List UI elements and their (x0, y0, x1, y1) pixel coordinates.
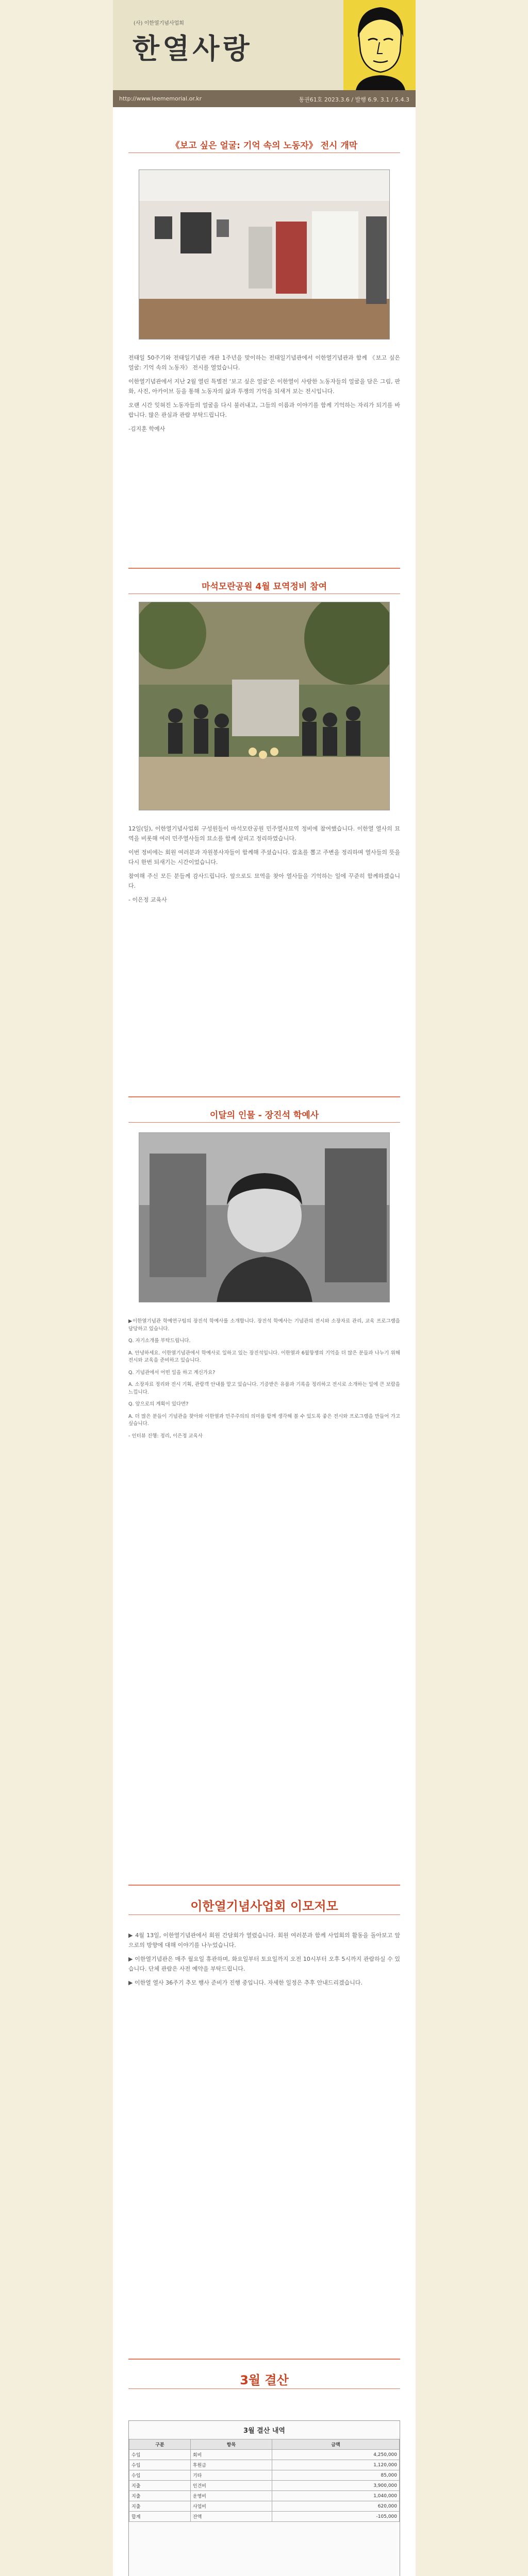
person-signature: - 인터뷰 진행: 정리, 이은정 교육사 (128, 1433, 203, 1439)
header-nav-bar (113, 90, 416, 107)
person-question: Q. 자기소개를 부탁드립니다. (128, 1338, 191, 1344)
cemetery-signature: - 이은정 교육사 (128, 896, 167, 903)
table-row (129, 2501, 400, 2512)
ledger-cell: 수입 (129, 2460, 191, 2470)
table-row (129, 2512, 400, 2522)
portrait-drawing (343, 0, 416, 90)
exhibition-signature: -김지훈 학예사 (128, 426, 166, 432)
ledger-cell: 지출 (129, 2501, 191, 2512)
section-divider (128, 1096, 400, 1097)
ledger-cell: 잔액 (190, 2512, 272, 2522)
ledger-cell: 기타 (190, 2470, 272, 2481)
ledger-title: 3월 결산 내역 (243, 2427, 285, 2435)
settlement-ledger (128, 2420, 400, 2576)
section-exhibition-body (128, 353, 400, 439)
header-tagline: (사) 이한열기념사업회 (134, 21, 184, 26)
section-exhibition-title: 《보고 싶은 얼굴: 기억 속의 노동자》 전시 개막 (171, 141, 358, 151)
ledger-cell: 사업비 (190, 2501, 272, 2512)
section-person-title: 이달의 인물 - 장진석 학예사 (209, 1110, 319, 1121)
person-paragraph: ▶이한열기념관 학예연구팀의 장진석 학예사를 소개합니다. 장진석 학예사는 기념관의 전시와 소장자료 관리, 교육 프로그램을 담당하고 있습니다. (128, 1318, 400, 1332)
exhibition-paragraph: 이한열기념관에서 지난 2월 열린 특별전 ‘보고 싶은 얼굴’은 이한열이 사랑한 노동자들의 얼굴을 담은 그림, 판화, 사진, 아카이브 등을 통해 노동자의 삶과 투쟁의 기억을 되새겨 보는 전시입니다. (128, 378, 400, 395)
ledger-cell: 운영비 (190, 2491, 272, 2501)
ledger-cell: -105,000 (272, 2512, 400, 2522)
person-answer: A. 안녕하세요. 이한열기념관에서 학예사로 일하고 있는 장진석입니다. 이한열과 6월항쟁의 기억을 더 많은 분들과 나누기 위해 전시와 교육을 준비하고 있습니다. (128, 1350, 400, 1363)
exhibition-paragraph: 오랜 시간 잊혀진 노동자들의 얼굴을 다시 불러내고, 그들의 이름과 이야기를 함께 기억하는 자리가 되기를 바랍니다. 많은 관심과 관람 부탁드립니다. (128, 402, 400, 418)
section-cemetery-body (128, 824, 400, 910)
ledger-cell: 620,000 (272, 2501, 400, 2512)
ledger-column-header: 금액 (272, 2439, 400, 2450)
issue-info: 통권61호 2023.3.6 / 발행 6.9. 3.1 / 5.4.3 (299, 96, 409, 103)
person-question: Q. 앞으로의 계획이 있다면? (128, 1401, 189, 1407)
person-answer: A. 더 많은 분들이 기념관을 찾아와 이한열과 민주주의의 의미를 함께 생각해 볼 수 있도록 좋은 전시와 프로그램을 만들어 가고 싶습니다. (128, 1413, 400, 1427)
section-settlement-title: 3월 결산 (240, 2373, 289, 2387)
ledger-cell: 수입 (129, 2450, 191, 2460)
section-divider (128, 2359, 400, 2360)
person-question: Q. 기념관에서 어떤 일을 하고 계신가요? (128, 1369, 216, 1376)
ledger-cell: 4,250,000 (272, 2450, 400, 2460)
section-person-body (128, 1318, 400, 1445)
ledger-cell: 1,120,000 (272, 2460, 400, 2470)
title-divider (128, 2388, 400, 2389)
table-row (129, 2481, 400, 2491)
ledger-cell: 3,900,000 (272, 2481, 400, 2491)
ledger-cell: 수입 (129, 2470, 191, 2481)
ledger-cell: 후원금 (190, 2460, 272, 2470)
title-divider (128, 1914, 400, 1915)
cemetery-paragraph: 이번 정비에는 회원 여러분과 자원봉사자들이 함께해 주셨습니다. 잡초를 뽑고 주변을 정리하며 열사들의 뜻을 다시 한번 되새기는 시간이었습니다. (128, 849, 400, 866)
table-row (129, 2491, 400, 2501)
section-news-body (128, 1931, 400, 1993)
ledger-cell: 지출 (129, 2481, 191, 2491)
ledger-cell: 85,000 (272, 2470, 400, 2481)
section-divider (128, 1885, 400, 1886)
exhibition-paragraph: 전태일 50주기와 전태일기념관 개관 1주년을 맞이하는 전태일기념관에서 이한열기념관과 함께 《보고 싶은 얼굴: 기억 속의 노동자》 전시를 열었습니다. (128, 354, 400, 371)
table-row (129, 2450, 400, 2460)
table-row (129, 2470, 400, 2481)
section-cemetery-title: 마석모란공원 4월 묘역정비 참여 (201, 582, 327, 592)
table-row (129, 2460, 400, 2470)
homepage-link[interactable]: http://www.leememorial.or.kr (119, 95, 202, 102)
cemetery-paragraph: 참여해 주신 모든 분들께 감사드립니다. 앞으로도 묘역을 찾아 열사들을 기억하는 일에 꾸준히 함께하겠습니다. (128, 873, 400, 889)
ledger-column-header: 항목 (190, 2439, 272, 2450)
newsletter-logo: 한열사랑 (133, 32, 253, 65)
person-answer: A. 소장자료 정리와 전시 기획, 관람객 안내를 맡고 있습니다. 기증받은 유품과 기록을 정리하고 전시로 소개하는 일에 큰 보람을 느낍니다. (128, 1382, 400, 1395)
exhibition-photo (139, 170, 390, 340)
cemetery-group-photo (139, 602, 390, 810)
title-divider (128, 1122, 400, 1123)
ledger-cell: 지출 (129, 2491, 191, 2501)
ledger-cell: 인건비 (190, 2481, 272, 2491)
ledger-cell: 합계 (129, 2512, 191, 2522)
title-divider (128, 152, 400, 153)
ledger-table (129, 2439, 400, 2522)
ledger-cell: 1,040,000 (272, 2491, 400, 2501)
news-item: ▶ 이한열 열사 36주기 추모 행사 준비가 진행 중입니다. 자세한 일정은 추후 안내드리겠습니다. (128, 1979, 362, 1986)
portrait-illustration (343, 0, 416, 90)
section-divider (128, 568, 400, 569)
content-column (113, 107, 416, 2576)
news-item: ▶ 이한열기념관은 매주 월요일 휴관하며, 화요일부터 토요일까지 오전 10시부터 오후 5시까지 관람하실 수 있습니다. 단체 관람은 사전 예약을 부탁드립니다. (128, 1956, 400, 1972)
news-item: ▶ 4월 13일, 이한열기념관에서 회원 간담회가 열렸습니다. 회원 여러분과 함께 사업회의 활동을 돌아보고 앞으로의 방향에 대해 이야기를 나누었습니다. (128, 1932, 400, 1948)
ledger-cell: 회비 (190, 2450, 272, 2460)
person-portrait-photo (139, 1132, 390, 1302)
cemetery-paragraph: 12일(일), 이한열기념사업회 구성원들이 마석모란공원 민주열사묘역 정비에 참여했습니다. 이한열 열사의 묘역을 비롯해 여러 민주열사들의 묘소를 함께 살피고 정리하였습니다. (128, 825, 400, 842)
ledger-column-header: 구분 (129, 2439, 191, 2450)
section-news-title: 이한열기념사업회 이모저모 (190, 1899, 338, 1913)
